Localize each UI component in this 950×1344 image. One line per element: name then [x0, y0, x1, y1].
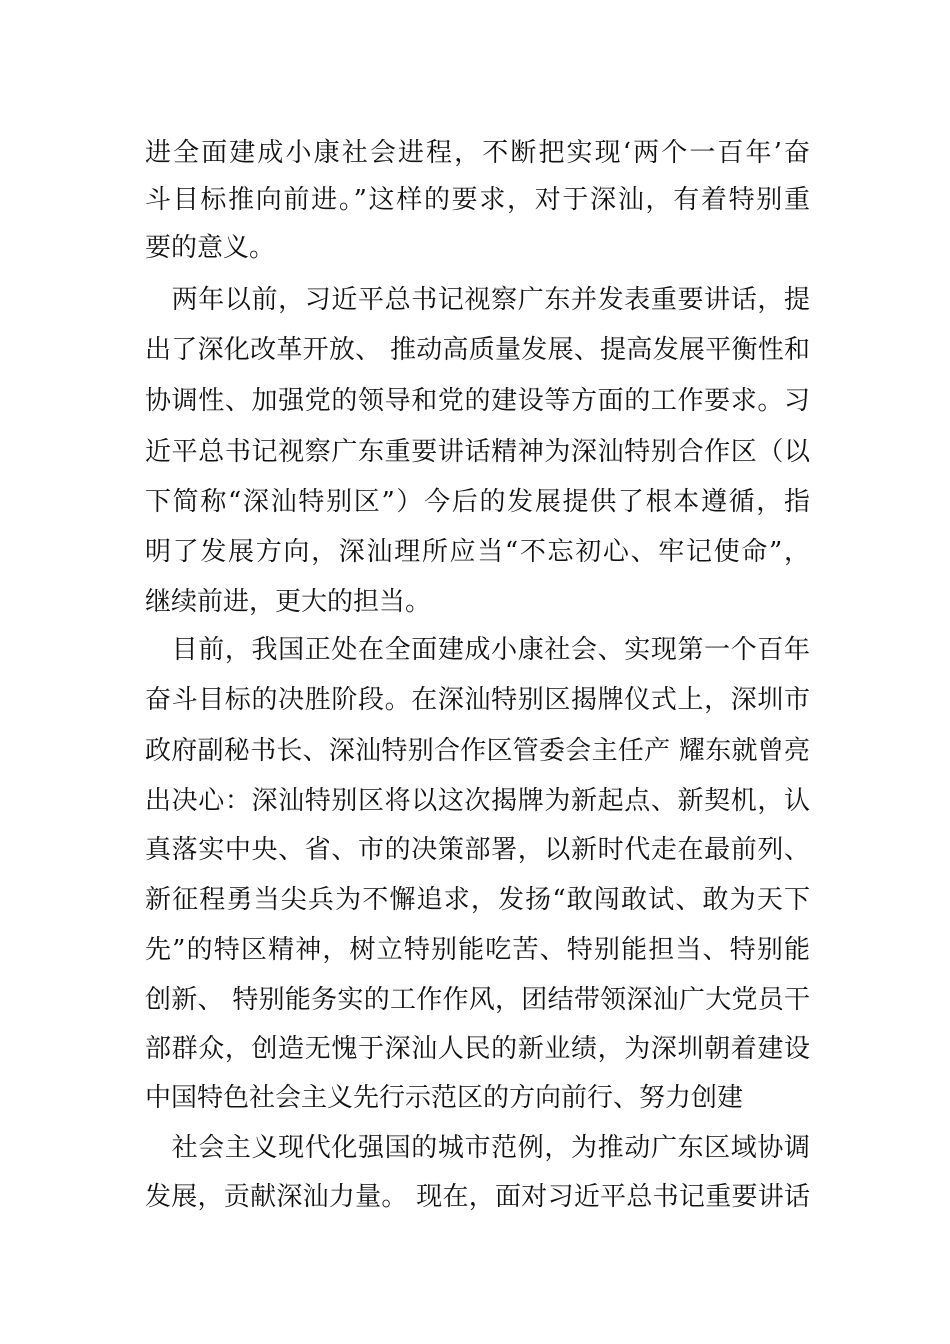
text-line-22: 发展，贡献深汕力量。 现在，面对习近平总书记重要讲话: [145, 1182, 810, 1212]
text-line-4: 两年以前，习近平总书记视察广东并发表重要讲话，提: [145, 285, 810, 315]
text-line-1: 进全面建成小康社会进程，不断把实现‘两个一百年’奋: [145, 138, 810, 168]
text-line-19: 部群众，创造无愧于深汕人民的新业绩，为深圳朝着建设: [145, 1034, 810, 1064]
text-line-18: 创新、 特别能务实的工作作风，团结带领深汕广大党员干: [145, 985, 810, 1015]
text-line-11: 目前，我国正处在全面建成小康社会、实现第一个百年: [145, 635, 810, 665]
text-line-9: 明了发展方向，深汕理所应当“不忘初心、牢记使命”，: [145, 537, 810, 567]
text-line-2: 斗目标推向前进。”这样的要求，对于深汕，有着特别重: [145, 185, 810, 215]
text-line-3: 要的意义。: [145, 233, 276, 263]
text-line-17: 先”的特区精神，树立特别能吃苦、特别能担当、特别能: [145, 935, 810, 965]
text-line-21: 社会主义现代化强国的城市范例，为推动广东区域协调: [145, 1133, 810, 1163]
text-line-20: 中国特色社会主义先行示范区的方向前行、努力创建: [145, 1083, 744, 1113]
text-line-8: 下简称“深汕特别区”）今后的发展提供了根本遵循，指: [145, 487, 810, 517]
text-line-13: 政府副秘书长、深汕特别合作区管委会主任产 耀东就曾亮: [145, 736, 810, 766]
text-line-16: 新征程勇当尖兵为不懈追求，发扬“敢闯敢试、敢为天下: [145, 885, 810, 915]
text-line-7: 近平总书记视察广东重要讲话精神为深汕特别合作区（以: [145, 437, 810, 467]
text-line-15: 真落实中央、省、市的决策部署，以新时代走在最前列、: [145, 835, 810, 865]
text-line-5: 出了深化改革开放、 推动高质量发展、提高发展平衡性和: [145, 335, 810, 365]
text-line-10: 继续前进，更大的担当。: [145, 587, 432, 617]
text-line-6: 协调性、加强党的领导和党的建设等方面的工作要求。习: [145, 386, 810, 416]
text-line-12: 奋斗目标的决胜阶段。在深汕特别区揭牌仪式上，深圳市: [145, 685, 810, 715]
text-line-14: 出决心：深汕特别区将以这次揭牌为新起点、新契机，认: [145, 786, 810, 816]
